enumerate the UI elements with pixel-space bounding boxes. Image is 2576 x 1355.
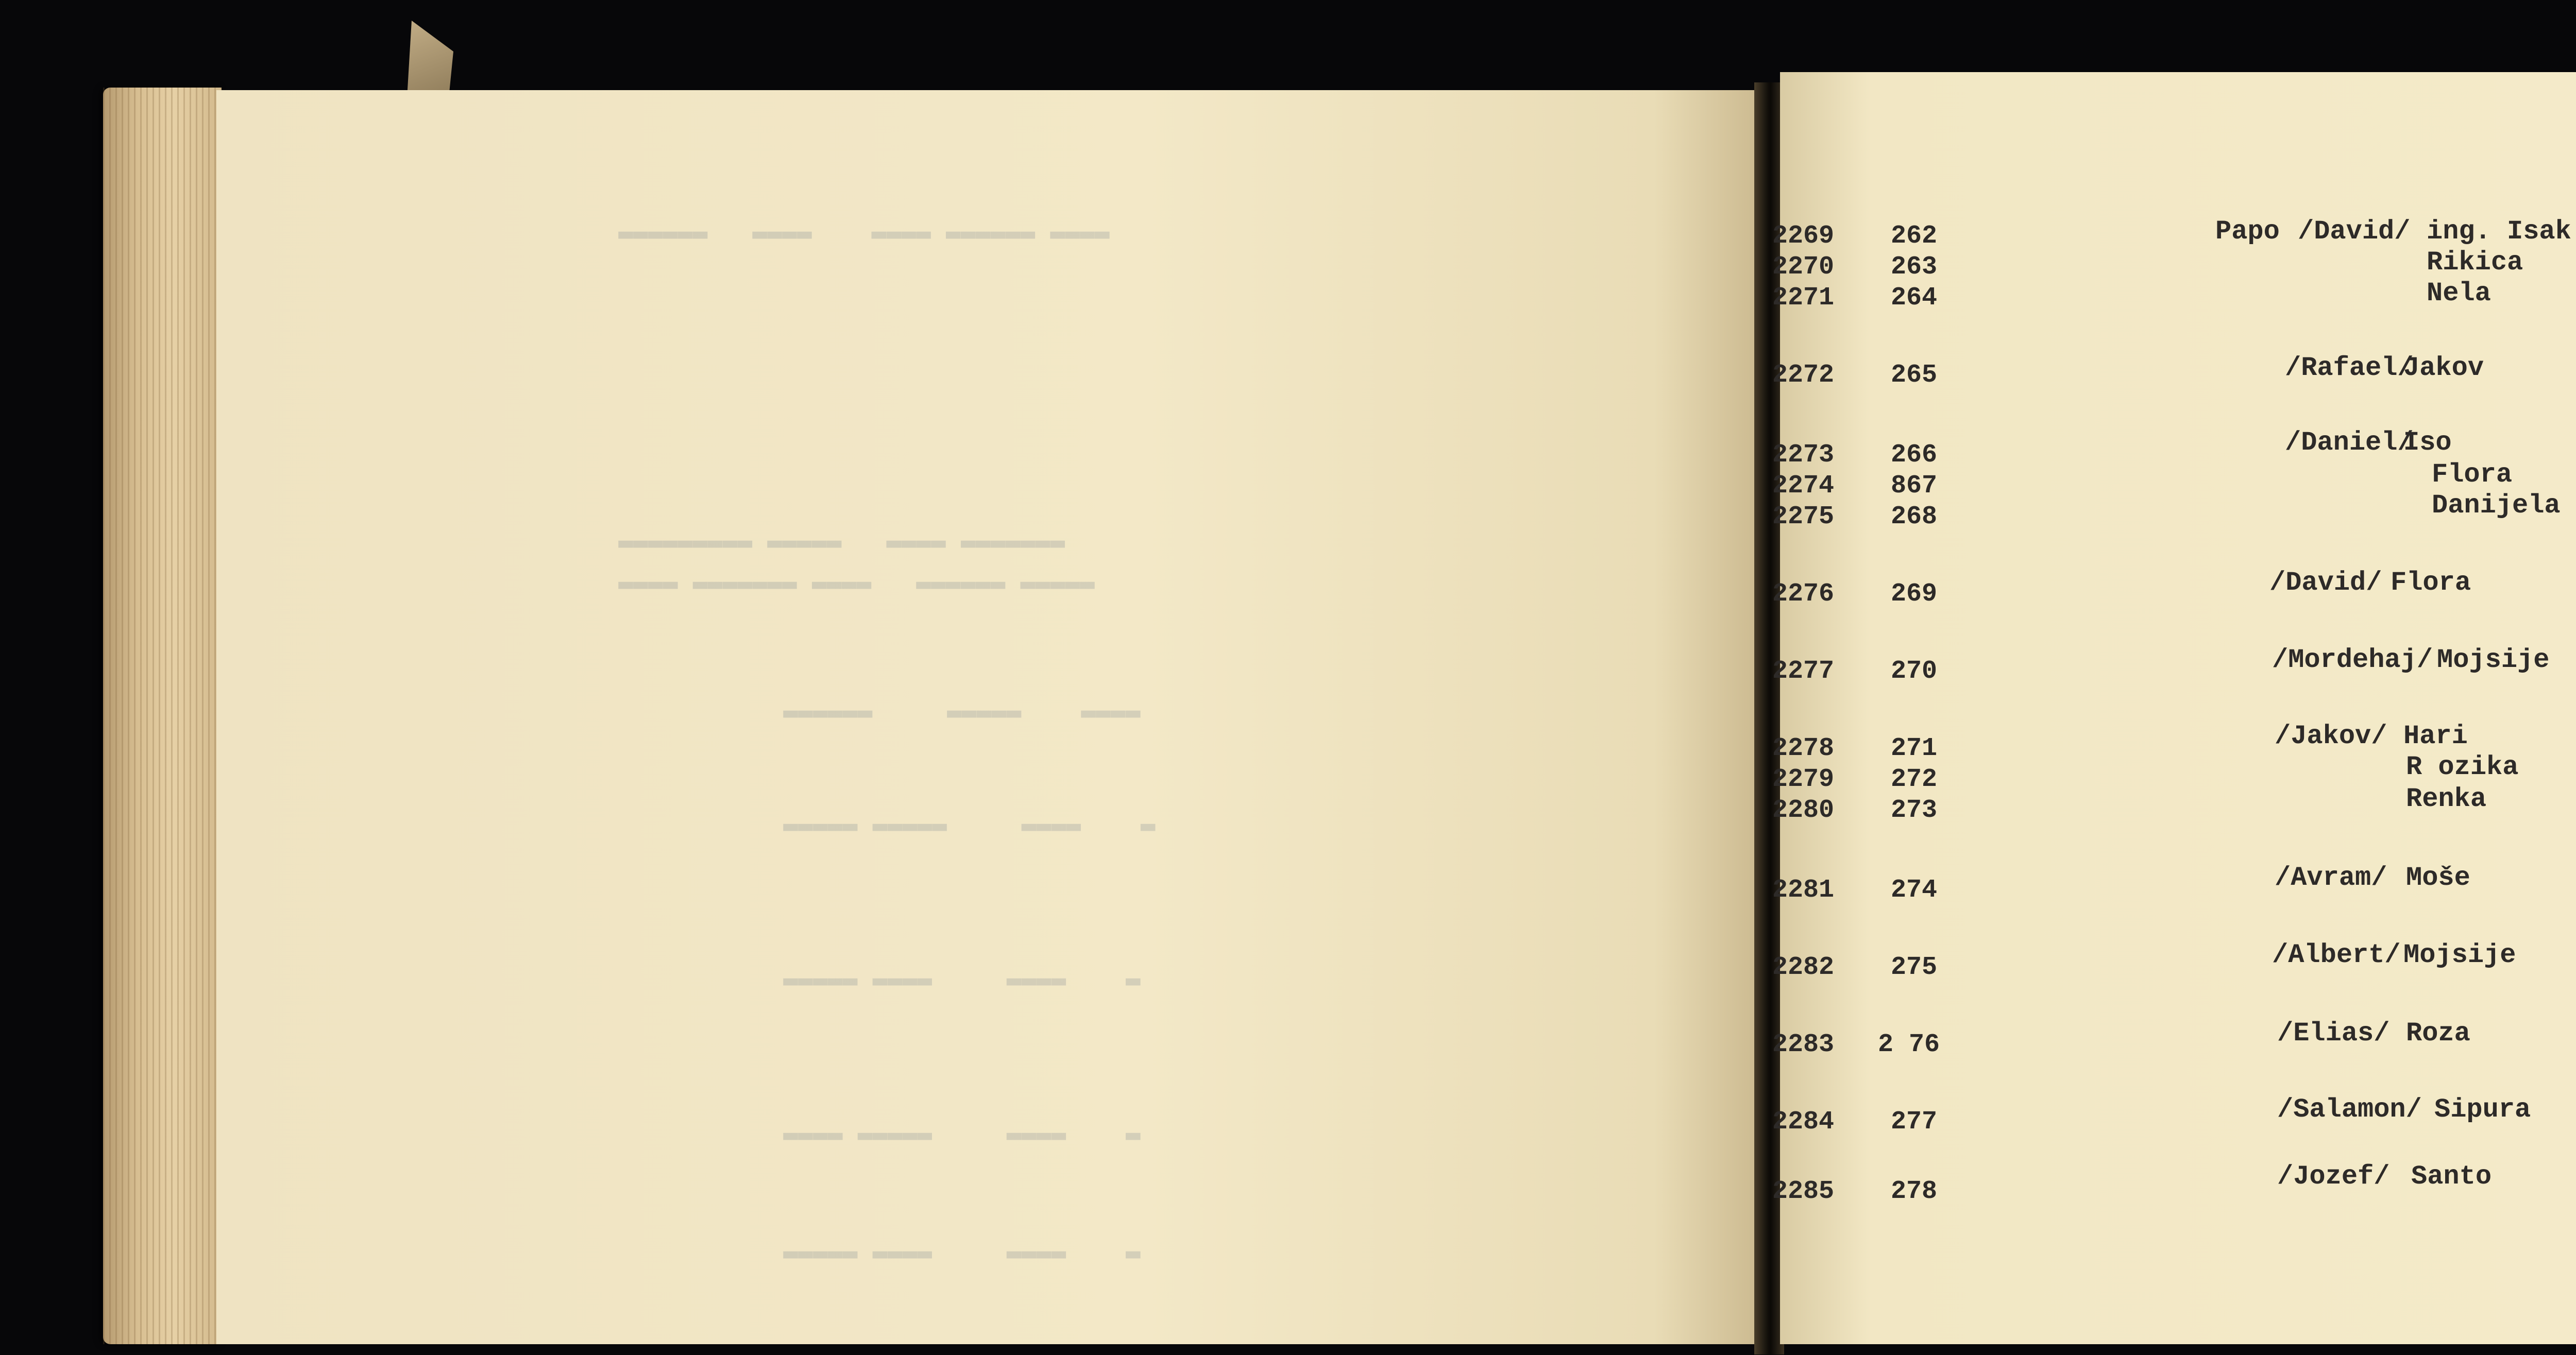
file-number: 2 76 bbox=[1878, 1030, 1940, 1059]
given-name: Nela bbox=[2427, 278, 2491, 308]
file-number: 269 bbox=[1891, 579, 1938, 609]
father-name: /Avram/ bbox=[2275, 863, 2387, 893]
bleed-through-text: ▬ ▬▬▬▬ ▬▬▬▬ ▬▬▬▬▬ bbox=[783, 1239, 1141, 1267]
bleed-through-text: ▬▬▬▬▬ ▬▬▬▬▬▬ ▬▬▬▬ ▬▬▬▬▬▬▬ ▬▬▬▬ bbox=[618, 569, 1095, 598]
file-number: 275 bbox=[1891, 953, 1938, 982]
bleed-through-text: ▬▬▬▬ ▬▬▬▬▬ ▬▬▬▬▬▬ bbox=[783, 698, 1141, 727]
bookmark-tab bbox=[407, 21, 453, 98]
row-number: 2274 bbox=[1772, 471, 1835, 501]
given-name: R ozika bbox=[2406, 752, 2519, 782]
bleed-through-text: ▬▬▬▬▬▬▬ ▬▬▬▬ ▬▬▬▬▬ ▬▬▬▬▬▬▬▬▬ bbox=[618, 528, 1065, 557]
file-number: 272 bbox=[1891, 765, 1938, 794]
file-number: 268 bbox=[1891, 502, 1938, 531]
bleed-through-text: ▬ ▬▬▬▬ ▬▬▬▬▬ ▬▬▬▬ bbox=[783, 1120, 1141, 1149]
row-number: 2272 bbox=[1772, 361, 1835, 390]
file-number: 265 bbox=[1891, 361, 1938, 390]
row-number: 2275 bbox=[1772, 502, 1835, 531]
father-name: /Elias/ bbox=[2277, 1018, 2390, 1049]
row-number: 2280 bbox=[1772, 796, 1835, 825]
file-number: 271 bbox=[1891, 734, 1938, 763]
given-name: Rikica bbox=[2427, 247, 2523, 278]
file-number: 867 bbox=[1891, 471, 1938, 501]
surname: Papo bbox=[2215, 216, 2280, 247]
father-name: /David/ bbox=[2269, 568, 2382, 598]
given-name: Iso bbox=[2403, 427, 2452, 458]
bleed-through-text: ▬ ▬▬▬▬ ▬▬▬▬ ▬▬▬▬▬ bbox=[783, 966, 1141, 994]
file-number: 270 bbox=[1891, 657, 1938, 686]
father-name: /Daniel/ bbox=[2285, 427, 2414, 458]
file-number: 264 bbox=[1891, 283, 1938, 313]
bleed-through-text: ▬ ▬▬▬▬ ▬▬▬▬▬ ▬▬▬▬▬ bbox=[783, 811, 1156, 840]
given-name: Flora bbox=[2391, 568, 2471, 598]
given-name: Roza bbox=[2406, 1018, 2470, 1049]
row-number: 2282 bbox=[1772, 953, 1835, 982]
file-number: 274 bbox=[1891, 876, 1938, 905]
row-number: 2285 bbox=[1772, 1177, 1835, 1206]
file-number: 273 bbox=[1891, 796, 1938, 825]
given-name: Danijela bbox=[2432, 490, 2561, 521]
given-name: Santo bbox=[2411, 1161, 2492, 1192]
file-number: 263 bbox=[1891, 252, 1938, 282]
row-number: 2283 bbox=[1772, 1030, 1835, 1059]
given-name: Moše bbox=[2406, 863, 2470, 893]
given-name: Renka bbox=[2406, 784, 2487, 814]
row-number: 2273 bbox=[1772, 440, 1835, 470]
file-number: 266 bbox=[1891, 440, 1938, 470]
row-number: 2271 bbox=[1772, 283, 1835, 313]
left-page bbox=[216, 90, 1762, 1344]
father-name: /David/ bbox=[2298, 216, 2411, 247]
row-number: 2269 bbox=[1772, 221, 1835, 251]
father-name: /Mordehaj/ bbox=[2272, 645, 2433, 675]
file-number: 277 bbox=[1891, 1107, 1938, 1137]
father-name: /Jozef/ bbox=[2277, 1161, 2390, 1192]
row-number: 2276 bbox=[1772, 579, 1835, 609]
row-number: 2270 bbox=[1772, 252, 1835, 282]
row-number: 2279 bbox=[1772, 765, 1835, 794]
given-name: Sipura bbox=[2434, 1094, 2531, 1125]
father-name: /Albert/ bbox=[2272, 940, 2401, 970]
given-name: Hari bbox=[2403, 721, 2468, 751]
file-number: 278 bbox=[1891, 1177, 1938, 1206]
given-name: Flora bbox=[2432, 459, 2513, 490]
father-name: /Salamon/ bbox=[2277, 1094, 2422, 1125]
row-number: 2284 bbox=[1772, 1107, 1835, 1137]
father-name: /Rafael/ bbox=[2285, 353, 2414, 383]
row-number: 2277 bbox=[1772, 657, 1835, 686]
file-number: 262 bbox=[1891, 221, 1938, 251]
father-name: /Jakov/ bbox=[2275, 721, 2387, 751]
bleed-through-text: ▬▬▬▬ ▬▬▬▬▬▬ ▬▬▬▬ ▬▬▬▬ ▬▬▬▬▬▬ bbox=[618, 219, 1110, 248]
given-name: Mojsije bbox=[2403, 940, 2516, 970]
row-number: 2281 bbox=[1772, 876, 1835, 905]
given-name: Jakov bbox=[2403, 353, 2484, 383]
left-page-stack bbox=[103, 88, 222, 1344]
given-name: Mojsije bbox=[2437, 645, 2550, 675]
given-name: ing. Isak bbox=[2427, 216, 2571, 247]
row-number: 2278 bbox=[1772, 734, 1835, 763]
